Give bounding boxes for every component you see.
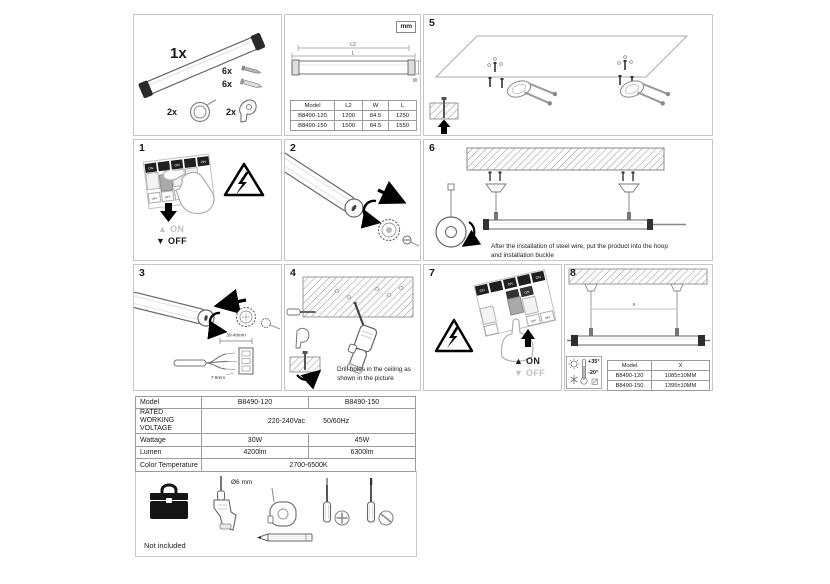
spec-color-temp-value: 2700-6500K	[202, 459, 416, 472]
dim-l-label: L	[351, 50, 355, 57]
dim-w-label: W	[412, 78, 418, 84]
breaker-tab-label: OFF	[530, 318, 537, 324]
off-state-label	[514, 368, 545, 378]
hoop-detail	[436, 184, 474, 247]
panel-step-1	[133, 139, 282, 261]
table-row	[608, 371, 710, 381]
cell: 84.5	[363, 121, 389, 131]
breaker-tab-label: ON	[174, 162, 180, 168]
tube-icon	[134, 291, 208, 325]
step-number: 8	[570, 267, 576, 279]
breaker-tab-label: OFF	[164, 194, 171, 200]
strip-end-label: 7-8mm	[210, 375, 226, 380]
breaker-tab-label: OFF	[544, 315, 551, 321]
dimensions-table	[290, 100, 417, 131]
spec-table	[135, 396, 416, 472]
on-text: ON	[526, 356, 541, 366]
breaker-tab-label: ON	[200, 159, 207, 165]
screw-quantity: 6x	[222, 66, 233, 76]
tube-icon	[483, 219, 686, 230]
down-marker: ▼	[514, 368, 524, 378]
wire-hanger	[486, 172, 506, 221]
voltage-range: 220-240Vac	[267, 417, 306, 425]
dim-x-label: x	[632, 302, 636, 308]
spec-label-wattage: Wattage	[136, 434, 202, 447]
tape-measure-icon	[268, 488, 296, 526]
unit-badge: mm	[396, 21, 416, 33]
panel-step-8	[564, 264, 713, 391]
screw-icon	[241, 65, 263, 75]
up-marker: ▲	[514, 356, 524, 366]
pencil-icon	[258, 534, 312, 541]
off-text: OFF	[168, 236, 187, 246]
ceiling-plane	[436, 36, 687, 77]
temp-min-label: -20°	[588, 370, 599, 376]
table-row	[608, 381, 710, 391]
spec-label-lumen: Lumen	[136, 447, 202, 459]
wall-anchor-icon	[240, 78, 264, 90]
breaker-tab-label: ON	[507, 281, 514, 287]
cell: 1500	[335, 121, 363, 131]
strip-length-label: 30-40mm	[226, 332, 246, 338]
spec-model-120: B8490-120	[202, 397, 309, 409]
off-text: OFF	[526, 368, 545, 378]
on-state-label	[514, 356, 540, 366]
spec-label-color-temp: Color Temperature	[136, 459, 202, 472]
step-number: 1	[139, 142, 145, 154]
step-number: 4	[290, 267, 296, 279]
ceiling-hatch	[467, 148, 664, 170]
anchor-inset	[430, 97, 458, 134]
panel-step-7	[423, 264, 562, 391]
step-number: 7	[429, 267, 435, 279]
table-row	[136, 397, 416, 409]
flat-screwdriver-icon	[368, 478, 394, 525]
x-table-header-model: Model	[608, 361, 652, 371]
wiring-illustration	[134, 265, 281, 390]
voltage-frequency: 50/60Hz	[323, 417, 350, 425]
anchor-inset	[290, 351, 320, 380]
rotate-arrow-icon	[297, 375, 314, 380]
panel-step-3	[133, 264, 282, 391]
warning-triangle-icon	[225, 164, 263, 195]
table-row	[136, 447, 416, 459]
cell: B8490-120	[608, 371, 652, 381]
drill-bit-size-label: Ø6 mm	[231, 479, 253, 486]
on-state-label	[158, 224, 184, 234]
spec-voltage-value	[202, 409, 416, 434]
cell: 1550	[389, 121, 417, 131]
temperature-range-box	[566, 356, 602, 389]
cell: B8490-150	[608, 381, 652, 391]
rotate-arrow-icon	[364, 201, 376, 221]
breaker-tab-label: ON	[535, 275, 542, 281]
end-cap-icon	[379, 220, 400, 241]
breaker-tab-label: ON	[148, 166, 154, 171]
steel-wire-icon	[191, 100, 217, 122]
step-number: 6	[429, 142, 435, 154]
wire-strip-diagram	[174, 333, 253, 381]
spec-model-150: B8490-150	[309, 397, 416, 409]
spec-label-model: Model	[136, 397, 202, 409]
tube-icon	[292, 60, 415, 75]
end-cap-removal-illustration	[285, 140, 420, 260]
tube-icon	[567, 335, 710, 346]
toolbox-icon	[150, 485, 188, 519]
warning-triangle-icon	[436, 320, 472, 351]
table-row	[136, 409, 416, 434]
x-table-header-x: X	[652, 361, 710, 371]
end-cap-ring-icon	[237, 308, 256, 327]
dims-header-l: L	[389, 101, 417, 111]
screw-end-icon	[403, 236, 419, 246]
step-number: 3	[139, 267, 145, 279]
ceiling-mounting-illustration	[424, 15, 712, 135]
table-row	[136, 459, 416, 472]
thermometer-icon	[581, 360, 587, 385]
breaker-tab-label: ON	[524, 289, 530, 295]
step-caption: After the installation of steel wire, put the product into the hoop and installation buckle	[491, 243, 668, 259]
not-included-label: Not included	[144, 541, 186, 550]
panel-step-5	[423, 14, 713, 136]
panel-dimensions	[284, 14, 421, 136]
on-text: ON	[170, 224, 185, 234]
cell: B8490-150	[291, 121, 335, 131]
dims-header-model: Model	[291, 101, 335, 111]
wire-quantity: 2x	[167, 107, 178, 117]
table-row	[136, 434, 416, 447]
cell: 1200	[335, 111, 363, 121]
terminal-block-icon	[239, 348, 253, 374]
buckle-quantity: 2x	[226, 107, 237, 117]
up-arrow-icon	[438, 120, 451, 135]
hanging-distance-table	[607, 360, 710, 391]
parts-illustration	[134, 15, 281, 135]
pencil-check-icon	[592, 379, 598, 385]
dims-header-w: W	[363, 101, 389, 111]
anchor-quantity: 6x	[222, 79, 233, 89]
cell: 84.5	[363, 111, 389, 121]
step-number: 5	[429, 17, 435, 29]
panel-tools	[135, 471, 417, 557]
off-state-label	[156, 236, 187, 246]
table-row	[291, 111, 417, 121]
snowflake-icon	[571, 375, 578, 384]
buckle-icon	[296, 328, 309, 348]
breaker-tab-label: ON	[479, 288, 486, 294]
tube-quantity: 1x	[170, 45, 187, 62]
small-cap-icon	[262, 319, 281, 330]
down-marker: ▼	[156, 236, 166, 246]
spec-lumen-120: 4200lm	[202, 447, 309, 459]
cell: B8490-120	[291, 111, 335, 121]
panel-step-6	[423, 139, 713, 261]
panel-parts-list	[133, 14, 282, 136]
panel-step-2	[284, 139, 421, 261]
cell: 1085±10MM	[652, 371, 710, 381]
table-row	[291, 121, 417, 131]
cell: 1250	[389, 111, 417, 121]
dim-l2-label: L2	[350, 42, 356, 48]
phillips-screwdriver-icon	[324, 478, 350, 525]
tube-icon	[138, 32, 266, 98]
wire-hanger	[619, 172, 639, 221]
spec-wattage-150: 45W	[309, 434, 416, 447]
spec-wattage-120: 30W	[202, 434, 309, 447]
dims-header-l2: L2	[335, 101, 363, 111]
sun-icon	[569, 359, 580, 370]
cell: 1395±10MM	[652, 381, 710, 391]
panel-step-4	[284, 264, 421, 391]
ceiling-hatch	[569, 269, 707, 284]
pull-arrow-icon	[378, 190, 395, 198]
rotate-arrow-icon	[469, 222, 474, 242]
push-arrow-icon	[226, 300, 246, 304]
spec-label-voltage: RATED WORKING VOLTAGE	[136, 409, 202, 434]
temp-max-label: +35°	[588, 359, 600, 365]
buckle-icon	[240, 100, 257, 122]
step-caption: Drill holes in the ceiling as shown in the picture	[337, 366, 411, 382]
breaker-tab-label: OFF	[151, 196, 158, 201]
spec-lumen-150: 6300lm	[309, 447, 416, 459]
up-marker: ▲	[158, 224, 168, 234]
step-number: 2	[290, 142, 296, 154]
suspension-illustration	[424, 140, 712, 260]
